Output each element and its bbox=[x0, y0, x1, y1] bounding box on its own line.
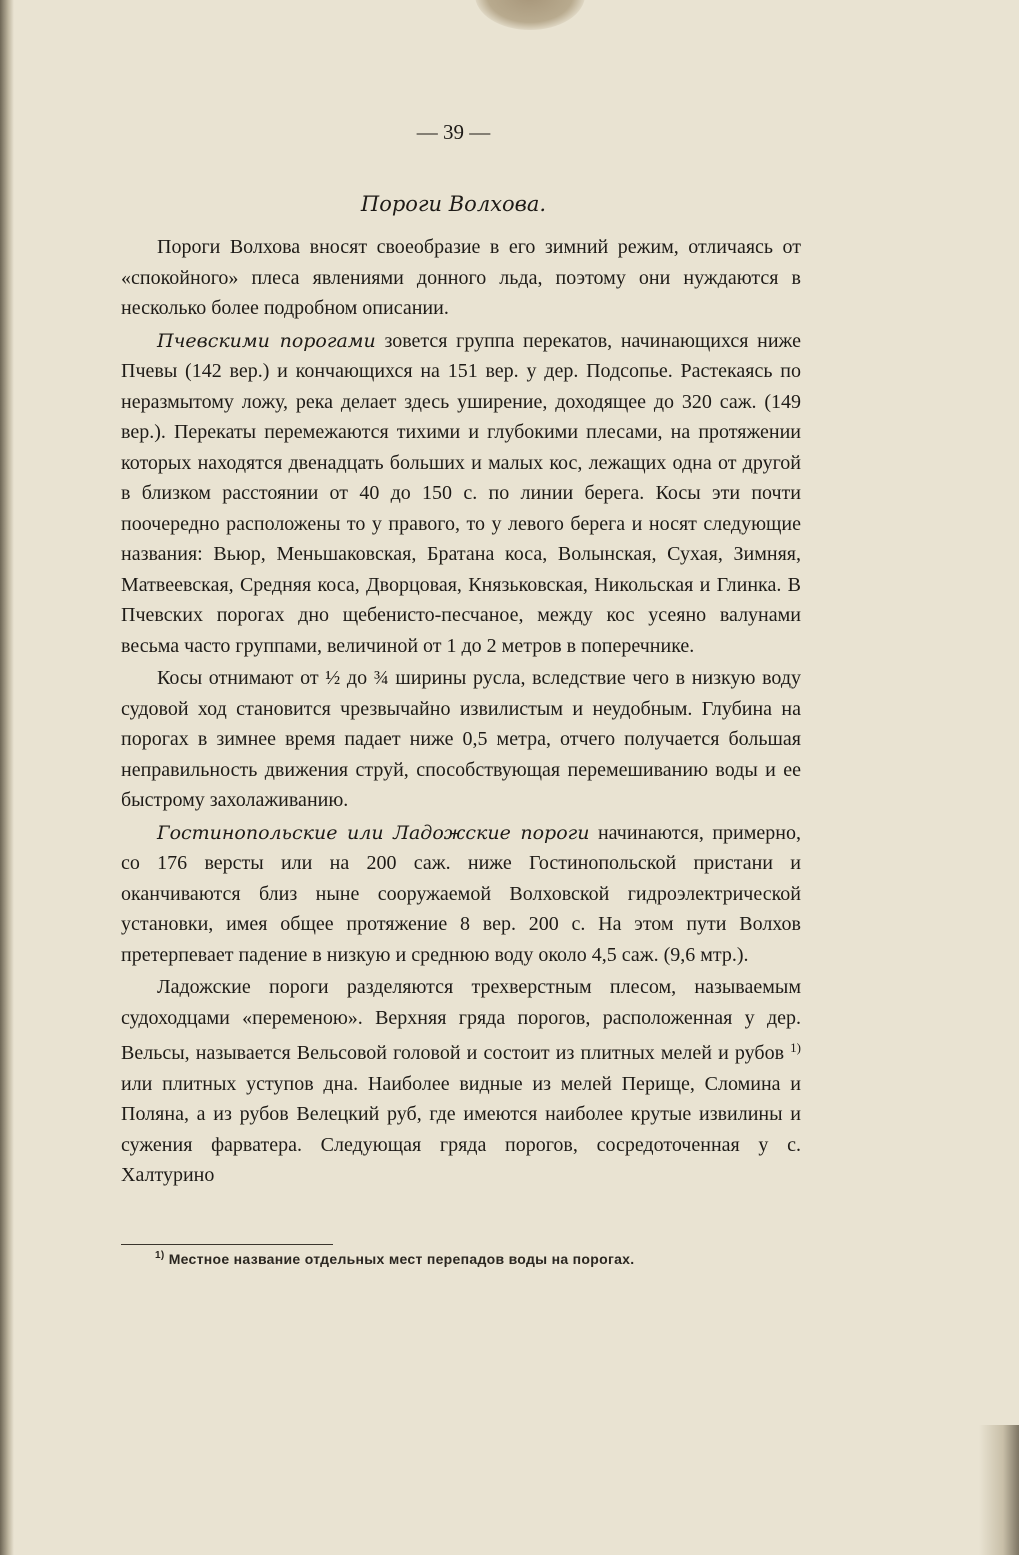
footnote-mark: 1) bbox=[155, 1250, 165, 1261]
footnote-divider bbox=[121, 1244, 333, 1245]
paragraph-5-text-a: Ладожские пороги разделяются трехверстным плесом, называемым судоходцами «переменою». Верхняя гряда порогов, расположенная у дер. Вельсы, называется Вельсовой головой и состоит из плитных мелей и рубов bbox=[121, 976, 801, 1064]
paragraph-2 bbox=[121, 326, 801, 662]
body-text bbox=[121, 232, 801, 1191]
paragraph-2-emphasis: Пчевскими порогами bbox=[157, 329, 376, 352]
paragraph-3: Косы отнимают от ½ до ¾ ширины русла, вследствие чего в низкую воду судовой ход становится чрезвычайно извилистым и неудобным. Глубина на порогах в зимнее время падает ниже 0,5 метра, отчего получается большая неправильность движения струй, способствующая перемешиванию воды и ее быстрому захолаживанию. bbox=[121, 667, 801, 811]
paragraph-5-text-b: или плитных уступов дна. Наиболее видные из мелей Перище, Сломина и Поляна, а из рубов Велецкий руб, где имеются наиболее крутые извилины и сужения фарватера. Следующая гряда порогов, сосредоточенная у с. Халтурино bbox=[121, 1072, 801, 1186]
footnote-reference[interactable]: 1) bbox=[790, 1040, 801, 1055]
paragraph-5 bbox=[121, 972, 801, 1191]
footnote bbox=[155, 1250, 795, 1267]
paragraph-4-emphasis: Гостинопольские или Ладожские пороги bbox=[157, 821, 590, 844]
section-heading: Пороги Волхова. bbox=[360, 192, 547, 216]
page-corner-shadow bbox=[979, 1425, 1019, 1555]
paragraph-4 bbox=[121, 818, 801, 971]
paragraph-4-text: начинаются, примерно, со 176 версты или на 200 саж. ниже Гостинопольской пристани и оканчиваются близ ныне сооружаемой Волховской гидроэлектрической установки, имея общее протяжение 8 вер. 200 с. На этом пути Волхов претерпевает падение в низкую и среднюю воду около 4,5 саж. (9,6 мтр.). bbox=[121, 821, 801, 966]
footnote-text: Местное название отдельных мест перепадов воды на порогах. bbox=[164, 1251, 635, 1267]
paper-stain bbox=[475, 0, 585, 30]
page-number: — 39 — bbox=[416, 120, 491, 144]
binding-edge-shadow bbox=[0, 0, 14, 1555]
paragraph-1: Пороги Волхова вносят своеобразие в его зимний режим, отличаясь от «спокойного» плеса явлениями донного льда, поэтому они нуждаются в несколько более подробном описании. bbox=[121, 236, 801, 319]
paragraph-2-text: зовется группа перекатов, начинающихся ниже Пчевы (142 вер.) и кончающихся на 151 вер. у дер. Подсопье. Растекаясь по неразмытому ложу, река делает здесь уширение, доходящее до 320 саж. (149 вер.). Перекаты перемежаются тихими и глубокими плесами, на протяжении которых находятся двенадцать больших и малых кос, лежащих одна от другой в близком расстоянии от 40 до 150 с. по линии берега. Косы эти почти поочередно расположены то у правого, то у левого берега и носят следующие названия: Вьюр, Меньшаковская, Братана коса, Волынская, Сухая, Зимняя, Матвеевская, Средняя коса, Дворцовая, Князьковская, Никольская и Глинка. В Пчевских порогах дно щебенисто-песчаное, между кос усеяно валунами весьма часто группами, величиной от 1 до 2 метров в поперечнике. bbox=[121, 329, 801, 657]
